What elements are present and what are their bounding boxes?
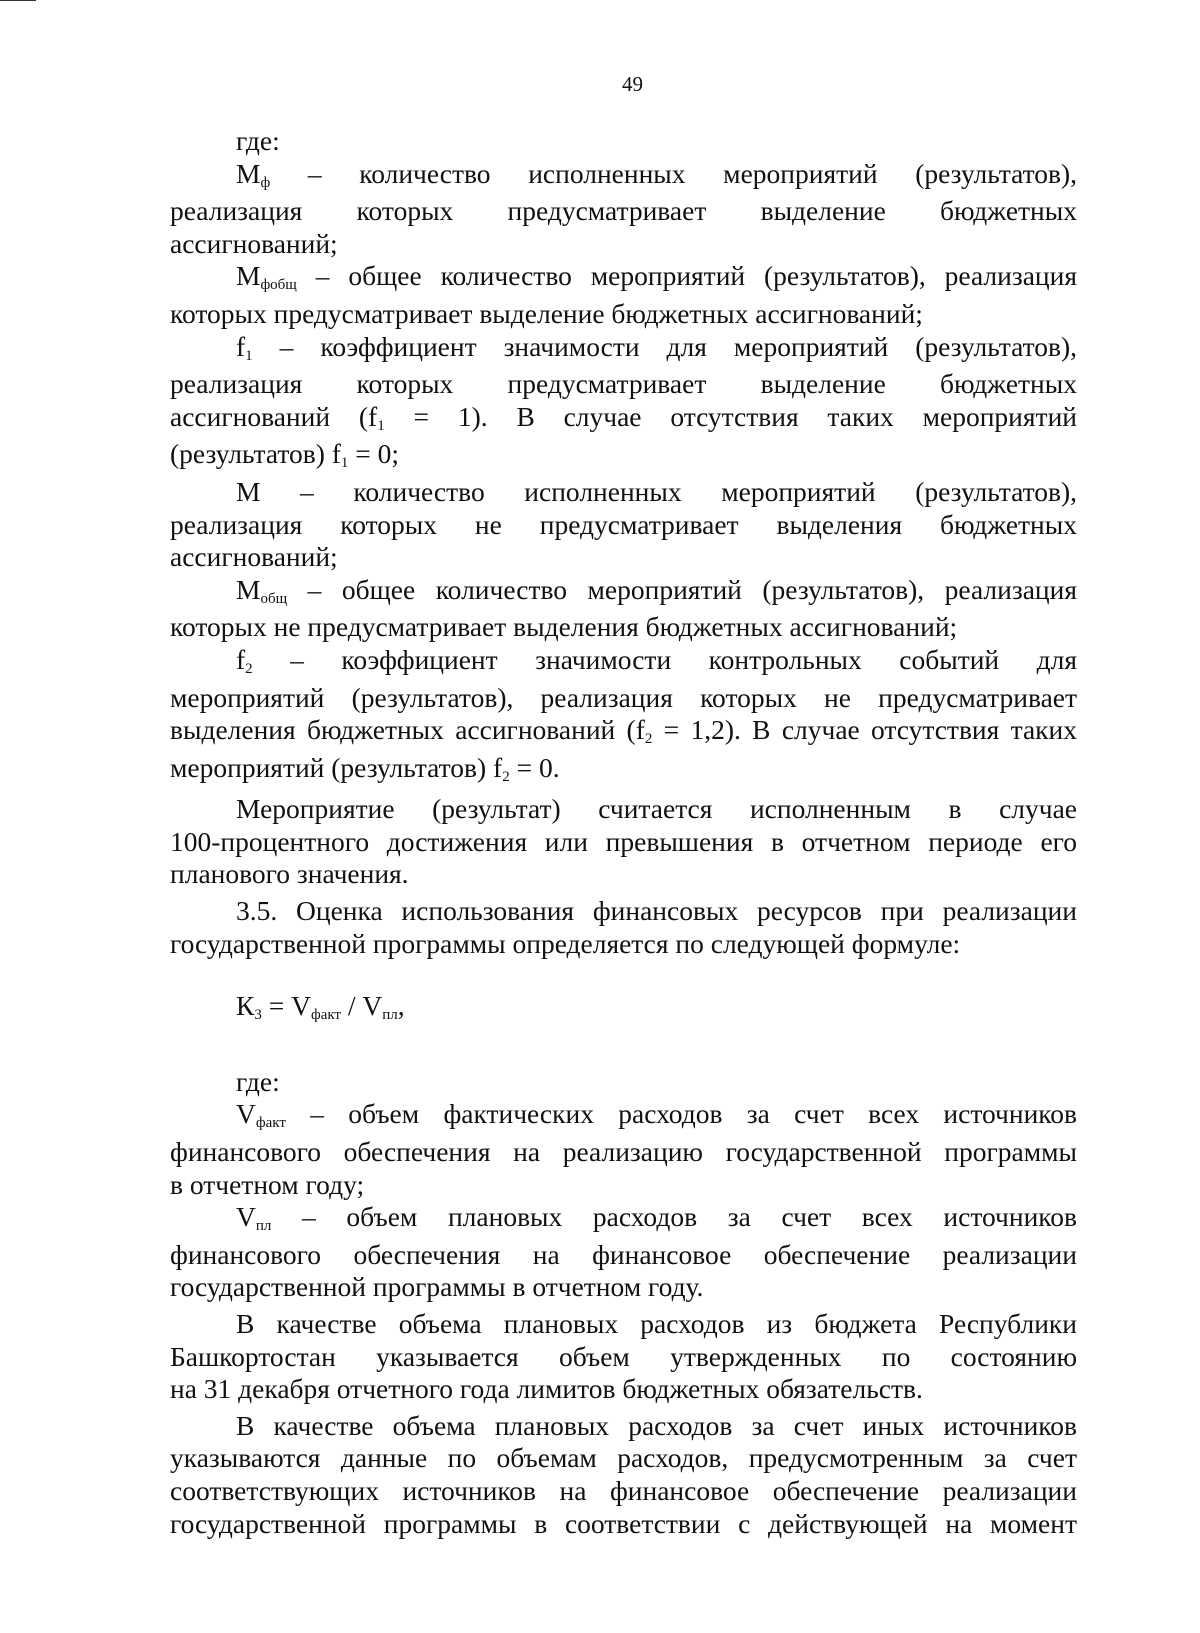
formula-k3 <box>236 990 1077 1028</box>
m-f-total-text: – общее количество мероприятий (результатов), реализация <box>296 260 1077 292</box>
v-fact-def-line: финансового обеспечения на реализацию государственной программы <box>170 1136 1077 1168</box>
budget-plan-paragraph-line: В качестве объема плановых расходов из бюджета Республики <box>236 1308 1077 1339</box>
m-def-line: реализация которых не предусматривает выделения бюджетных <box>170 508 1077 540</box>
f2-text: = 0. <box>509 751 560 783</box>
m-f-def-line: ассигнований; <box>170 227 338 259</box>
f2-def-line: мероприятий (результатов), реализация которых не предусматривает <box>170 681 1077 713</box>
m-f-text: – количество исполненных мероприятий (результатов), <box>270 157 1077 189</box>
formula-k-subscript: 3 <box>254 1007 262 1024</box>
f2-def-line <box>170 714 1077 752</box>
f1-def-line: реализация которых предусматривает выделение бюджетных <box>170 368 1077 400</box>
f2-symbol: f <box>236 643 246 675</box>
m-f-total-subscript: фобщ <box>260 277 297 294</box>
other-plan-paragraph-line: государственной программы в соответствии с действующей на момент <box>170 1507 1077 1539</box>
f1-subscript: 1 <box>245 347 253 364</box>
m-total-text: – общее количество мероприятий (результатов), реализация <box>287 573 1077 605</box>
f2-def-line <box>170 644 1077 682</box>
other-plan-paragraph-line: указываются данные по объемам расходов, предусмотренным за счет <box>170 1442 1077 1474</box>
f1-text: (результатов) f <box>170 438 341 470</box>
m-def-line: М – количество исполненных мероприятий (результатов), <box>236 475 1077 507</box>
f1-subscript: 1 <box>340 455 349 472</box>
f1-def-line <box>170 331 1077 369</box>
page-body <box>170 125 1077 1540</box>
section-3-5-line: государственной программы определяется по следующей формуле: <box>170 927 961 959</box>
formula-fact-subscript: факт <box>310 1007 341 1024</box>
formula-pl-subscript: пл <box>382 1007 398 1024</box>
m-f-symbol: М <box>236 157 261 189</box>
f2-text: мероприятий (результатов) f <box>170 751 503 783</box>
f2-text: – коэффициент значимости контрольных событий для <box>252 643 1077 675</box>
v-pl-text: – объем плановых расходов за счет всех источников <box>271 1201 1077 1233</box>
f1-symbol: f <box>236 330 246 362</box>
executed-paragraph-line: 100-процентного достижения или превышения в отчетном периоде его <box>170 825 1077 857</box>
formula-k-symbol: К <box>236 990 255 1022</box>
other-plan-paragraph-line: В качестве объема плановых расходов за счет иных источников <box>236 1409 1077 1441</box>
m-f-subscript: ф <box>260 174 271 191</box>
f2-subscript: 2 <box>502 768 510 785</box>
f1-text: – коэффициент значимости для мероприятий (результатов), <box>252 330 1077 362</box>
v-fact-text: – объем фактических расходов за счет всех источников <box>285 1098 1077 1130</box>
m-f-def-line <box>170 158 1077 196</box>
v-fact-def-line <box>170 1098 1077 1136</box>
executed-paragraph-line: планового значения. <box>170 858 409 890</box>
m-total-symbol: М <box>236 573 261 605</box>
budget-plan-paragraph-line: на 31 декабря отчетного года лимитов бюджетных обязательств. <box>170 1373 923 1405</box>
m-f-total-def-line <box>170 260 1077 298</box>
m-total-def-line <box>170 574 1077 612</box>
f1-def-line <box>170 401 1077 439</box>
v-pl-def-line <box>170 1201 1077 1239</box>
m-f-total-symbol: М <box>236 260 261 292</box>
f2-text: = 1,2). В случае отсутствия таких <box>652 714 1077 746</box>
m-total-subscript: общ <box>260 590 288 607</box>
formula-text: , <box>397 990 405 1022</box>
scan-edge-line <box>0 0 36 1</box>
where-label: где: <box>236 125 280 156</box>
other-plan-paragraph-line: соответствующих источников на финансовое обеспечение реализации <box>170 1474 1077 1506</box>
f2-text: выделения бюджетных ассигнований (f <box>170 714 645 746</box>
f1-text: = 1). В случае отсутствия таких мероприятий <box>384 400 1077 432</box>
f2-subscript: 2 <box>245 660 253 677</box>
where-label: где: <box>236 1065 280 1097</box>
f1-subscript: 1 <box>377 417 385 434</box>
f2-subscript: 2 <box>644 731 653 748</box>
v-fact-symbol: V <box>236 1098 256 1130</box>
v-pl-subscript: пл <box>255 1218 272 1235</box>
m-def-line: ассигнований; <box>170 541 338 573</box>
formula-text: = V <box>261 990 311 1022</box>
executed-paragraph-line: Мероприятие (результат) считается исполненным в случае <box>236 793 1077 825</box>
m-f-total-def-line: которых предусматривает выделение бюджетных ассигнований; <box>170 297 923 329</box>
f1-def-line <box>170 438 1077 476</box>
section-3-5-line: 3.5. Оценка использования финансовых ресурсов при реализации <box>236 895 1077 927</box>
f1-text: = 0; <box>348 438 400 470</box>
f1-text: ассигнований (f <box>170 400 378 432</box>
formula-text: / V <box>341 990 383 1022</box>
v-pl-def-line: финансового обеспечения на финансовое обеспечение реализации <box>170 1238 1077 1270</box>
v-fact-subscript: факт <box>255 1115 286 1132</box>
m-f-def-line: реализация которых предусматривает выделение бюджетных <box>170 195 1077 227</box>
m-total-def-line: которых не предусматривает выделения бюджетных ассигнований; <box>170 611 958 643</box>
v-pl-def-line: государственной программы в отчетном году. <box>170 1271 704 1303</box>
f2-def-line <box>170 752 1077 790</box>
v-pl-symbol: V <box>236 1201 256 1233</box>
budget-plan-paragraph-line: Башкортостан указывается объем утвержденных по состоянию <box>170 1340 1077 1372</box>
v-fact-def-line: в отчетном году; <box>170 1168 365 1200</box>
page-number: 49 <box>622 72 643 96</box>
